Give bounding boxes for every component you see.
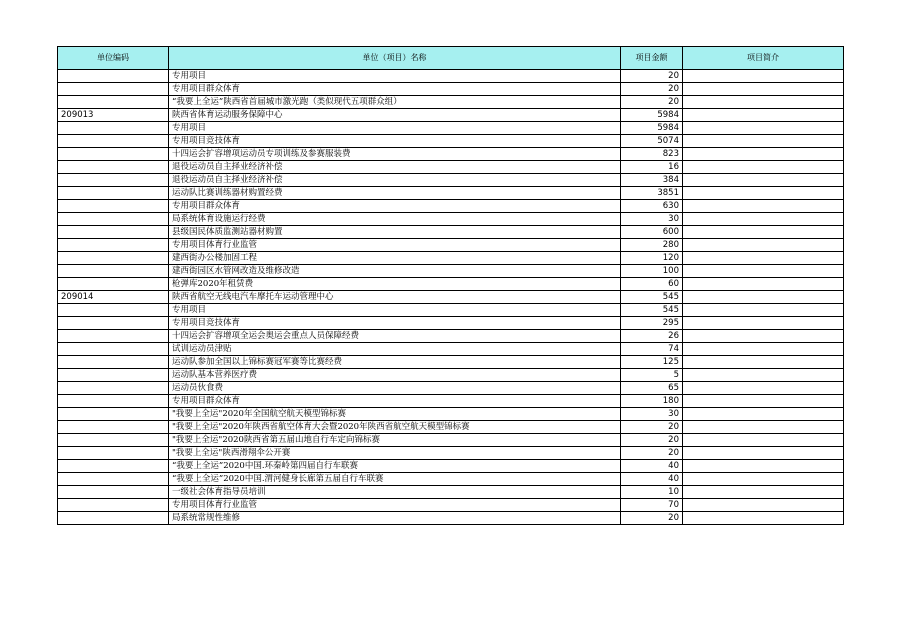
unit-name-cell[interactable]: “我要上全运”2020中国.环秦岭第四届自行车联赛 — [169, 460, 621, 473]
description-cell[interactable] — [683, 174, 844, 187]
description-cell[interactable] — [683, 252, 844, 265]
unit-code-cell[interactable] — [58, 96, 169, 109]
unit-name-cell[interactable]: 专用项目群众体育 — [169, 83, 621, 96]
unit-name-cell[interactable]: “我要上全运”陕西省首届城市激光跑（类似现代五项群众组） — [169, 96, 621, 109]
unit-name-cell[interactable]: 运动员伙食费 — [169, 382, 621, 395]
description-cell[interactable] — [683, 187, 844, 200]
table-row[interactable] — [58, 174, 844, 187]
description-cell[interactable] — [683, 486, 844, 499]
table-row[interactable] — [58, 317, 844, 330]
table-row[interactable] — [58, 265, 844, 278]
amount-cell[interactable]: 40 — [621, 460, 683, 473]
table-row[interactable] — [58, 512, 844, 525]
table-body — [58, 70, 844, 525]
table-row[interactable] — [58, 408, 844, 421]
amount-cell[interactable]: 20 — [621, 421, 683, 434]
header-unit-code: 单位编码 — [58, 47, 169, 70]
unit-name-cell[interactable]: 试训运动员津贴 — [169, 343, 621, 356]
table-row[interactable] — [58, 70, 844, 83]
header-unit-name: 单位（项目）名称 — [169, 47, 621, 70]
unit-code-cell[interactable] — [58, 408, 169, 421]
table-row[interactable] — [58, 447, 844, 460]
description-cell[interactable] — [683, 434, 844, 447]
description-cell[interactable] — [683, 265, 844, 278]
amount-cell[interactable]: 60 — [621, 278, 683, 291]
amount-cell[interactable]: 100 — [621, 265, 683, 278]
unit-code-cell[interactable] — [58, 226, 169, 239]
unit-name-cell[interactable]: 退役运动员自主择业经济补偿 — [169, 174, 621, 187]
amount-cell[interactable]: 16 — [621, 161, 683, 174]
unit-name-cell[interactable]: 运动队比赛训练器材购置经费 — [169, 187, 621, 200]
header-row — [58, 47, 844, 70]
description-cell[interactable] — [683, 460, 844, 473]
description-cell[interactable] — [683, 226, 844, 239]
description-cell[interactable] — [683, 317, 844, 330]
unit-code-cell[interactable] — [58, 382, 169, 395]
unit-code-cell[interactable] — [58, 265, 169, 278]
table-row[interactable] — [58, 395, 844, 408]
table-row[interactable] — [58, 304, 844, 317]
description-cell[interactable] — [683, 213, 844, 226]
unit-name-cell[interactable]: 专用项目体育行业监管 — [169, 499, 621, 512]
table-row[interactable] — [58, 473, 844, 486]
amount-cell[interactable]: 295 — [621, 317, 683, 330]
table-row[interactable] — [58, 486, 844, 499]
amount-cell[interactable]: 125 — [621, 356, 683, 369]
description-cell[interactable] — [683, 512, 844, 525]
unit-code-cell[interactable] — [58, 187, 169, 200]
unit-code-cell[interactable] — [58, 161, 169, 174]
unit-name-cell[interactable]: 十四运会扩容增项运动员专项训练及参赛服装费 — [169, 148, 621, 161]
unit-code-cell[interactable] — [58, 460, 169, 473]
table-row[interactable] — [58, 148, 844, 161]
unit-name-cell[interactable]: 枪弹库2020年租赁费 — [169, 278, 621, 291]
unit-name-cell[interactable]: 陕西省体育运动服务保障中心 — [169, 109, 621, 122]
unit-name-cell[interactable]: "我要上全运"2020陕西省第五届山地自行车定向锦标赛 — [169, 434, 621, 447]
table-row[interactable] — [58, 96, 844, 109]
table-row[interactable] — [58, 382, 844, 395]
amount-cell[interactable]: 3851 — [621, 187, 683, 200]
description-cell[interactable] — [683, 278, 844, 291]
table-row[interactable] — [58, 278, 844, 291]
header-description: 项目简介 — [683, 47, 844, 70]
unit-name-cell[interactable]: 专用项目 — [169, 70, 621, 83]
table-row[interactable] — [58, 369, 844, 382]
description-cell[interactable] — [683, 135, 844, 148]
header-amount: 项目金额 — [621, 47, 683, 70]
unit-code-cell[interactable] — [58, 148, 169, 161]
description-cell[interactable] — [683, 304, 844, 317]
unit-code-cell[interactable] — [58, 499, 169, 512]
description-cell[interactable] — [683, 70, 844, 83]
table-row[interactable] — [58, 343, 844, 356]
unit-name-cell[interactable]: 运动队基本营养医疗费 — [169, 369, 621, 382]
unit-name-cell[interactable]: 局系统体育设施运行经费 — [169, 213, 621, 226]
table-row[interactable] — [58, 356, 844, 369]
unit-name-cell[interactable]: “我要上全运”2020中国.渭河健身长廊第五届自行车联赛 — [169, 473, 621, 486]
unit-code-cell[interactable] — [58, 330, 169, 343]
unit-code-cell[interactable] — [58, 278, 169, 291]
description-cell[interactable] — [683, 382, 844, 395]
unit-name-cell[interactable]: 专用项目竞技体育 — [169, 135, 621, 148]
table-row[interactable] — [58, 135, 844, 148]
unit-code-cell[interactable] — [58, 512, 169, 525]
unit-name-cell[interactable]: 建西街园区水管网改造及维修改造 — [169, 265, 621, 278]
unit-name-cell[interactable]: 运动队参加全国以上锦标赛冠军赛等比赛经费 — [169, 356, 621, 369]
unit-name-cell[interactable]: 建西街办公楼加固工程 — [169, 252, 621, 265]
description-cell[interactable] — [683, 330, 844, 343]
unit-code-cell[interactable] — [58, 434, 169, 447]
amount-cell[interactable]: 5074 — [621, 135, 683, 148]
table-row[interactable] — [58, 499, 844, 512]
amount-cell[interactable]: 5984 — [621, 109, 683, 122]
unit-code-cell[interactable] — [58, 174, 169, 187]
table-row[interactable] — [58, 226, 844, 239]
unit-name-cell[interactable]: 专用项目群众体育 — [169, 395, 621, 408]
unit-name-cell[interactable]: 专用项目 — [169, 122, 621, 135]
unit-code-cell[interactable] — [58, 369, 169, 382]
table-row[interactable] — [58, 187, 844, 200]
description-cell[interactable] — [683, 200, 844, 213]
unit-code-cell[interactable] — [58, 395, 169, 408]
table-row[interactable] — [58, 434, 844, 447]
amount-cell[interactable]: 40 — [621, 473, 683, 486]
table-row[interactable] — [58, 460, 844, 473]
unit-code-cell[interactable] — [58, 200, 169, 213]
table-row[interactable] — [58, 421, 844, 434]
unit-name-cell[interactable]: 专用项目 — [169, 304, 621, 317]
table-row[interactable] — [58, 109, 844, 122]
unit-name-cell[interactable]: 十四运会扩容增项全运会奥运会重点人员保障经费 — [169, 330, 621, 343]
table-row[interactable] — [58, 83, 844, 96]
description-cell[interactable] — [683, 122, 844, 135]
amount-cell[interactable]: 630 — [621, 200, 683, 213]
amount-cell[interactable]: 20 — [621, 512, 683, 525]
unit-code-cell[interactable] — [58, 70, 169, 83]
description-cell[interactable] — [683, 499, 844, 512]
unit-name-cell[interactable]: 专用项目群众体育 — [169, 200, 621, 213]
amount-cell[interactable]: 20 — [621, 447, 683, 460]
table-row[interactable] — [58, 161, 844, 174]
table-row[interactable] — [58, 239, 844, 252]
description-cell[interactable] — [683, 395, 844, 408]
unit-name-cell[interactable]: 退役运动员自主择业经济补偿 — [169, 161, 621, 174]
description-cell[interactable] — [683, 473, 844, 486]
amount-cell[interactable]: 20 — [621, 83, 683, 96]
unit-name-cell[interactable]: 县级国民体质监测站器材购置 — [169, 226, 621, 239]
amount-cell[interactable]: 30 — [621, 408, 683, 421]
unit-code-cell[interactable] — [58, 83, 169, 96]
unit-name-cell[interactable]: "我要上全运"2020年全国航空航天模型锦标赛 — [169, 408, 621, 421]
description-cell[interactable] — [683, 356, 844, 369]
table-row[interactable] — [58, 330, 844, 343]
unit-code-cell[interactable] — [58, 486, 169, 499]
amount-cell[interactable]: 600 — [621, 226, 683, 239]
amount-cell[interactable]: 20 — [621, 96, 683, 109]
amount-cell[interactable]: 70 — [621, 499, 683, 512]
unit-code-cell[interactable] — [58, 213, 169, 226]
description-cell[interactable] — [683, 161, 844, 174]
unit-code-cell[interactable] — [58, 317, 169, 330]
amount-cell[interactable]: 30 — [621, 213, 683, 226]
description-cell[interactable] — [683, 109, 844, 122]
description-cell[interactable] — [683, 369, 844, 382]
amount-cell[interactable]: 20 — [621, 434, 683, 447]
unit-code-cell[interactable] — [58, 421, 169, 434]
unit-code-cell[interactable] — [58, 135, 169, 148]
unit-code-cell[interactable]: 209013 — [58, 109, 169, 122]
unit-code-cell[interactable] — [58, 122, 169, 135]
unit-code-cell[interactable] — [58, 239, 169, 252]
unit-code-cell[interactable]: 209014 — [58, 291, 169, 304]
unit-name-cell[interactable]: 一级社会体育指导员培训 — [169, 486, 621, 499]
unit-name-cell[interactable]: 局系统常规性维修 — [169, 512, 621, 525]
amount-cell[interactable]: 545 — [621, 304, 683, 317]
unit-code-cell[interactable] — [58, 343, 169, 356]
amount-cell[interactable]: 5 — [621, 369, 683, 382]
description-cell[interactable] — [683, 291, 844, 304]
description-cell[interactable] — [683, 148, 844, 161]
amount-cell[interactable]: 5984 — [621, 122, 683, 135]
table-row[interactable] — [58, 252, 844, 265]
amount-cell[interactable]: 180 — [621, 395, 683, 408]
description-cell[interactable] — [683, 343, 844, 356]
unit-name-cell[interactable]: "我要上全运"陕西滑翔伞公开赛 — [169, 447, 621, 460]
description-cell[interactable] — [683, 83, 844, 96]
unit-code-cell[interactable] — [58, 356, 169, 369]
amount-cell[interactable]: 26 — [621, 330, 683, 343]
table-row[interactable] — [58, 291, 844, 304]
table-row[interactable] — [58, 122, 844, 135]
amount-cell[interactable]: 20 — [621, 70, 683, 83]
description-cell[interactable] — [683, 239, 844, 252]
unit-name-cell[interactable]: 专用项目竞技体育 — [169, 317, 621, 330]
table-row[interactable] — [58, 213, 844, 226]
amount-cell[interactable]: 10 — [621, 486, 683, 499]
amount-cell[interactable]: 74 — [621, 343, 683, 356]
budget-table — [57, 46, 844, 525]
unit-code-cell[interactable] — [58, 304, 169, 317]
unit-code-cell[interactable] — [58, 447, 169, 460]
table-row[interactable] — [58, 200, 844, 213]
amount-cell[interactable]: 384 — [621, 174, 683, 187]
description-cell[interactable] — [683, 408, 844, 421]
amount-cell[interactable]: 280 — [621, 239, 683, 252]
amount-cell[interactable]: 120 — [621, 252, 683, 265]
unit-name-cell[interactable]: "我要上全运"2020年陕西省航空体育大会暨2020年陕西省航空航天模型锦标赛 — [169, 421, 621, 434]
unit-code-cell[interactable] — [58, 252, 169, 265]
amount-cell[interactable]: 823 — [621, 148, 683, 161]
description-cell[interactable] — [683, 447, 844, 460]
amount-cell[interactable]: 545 — [621, 291, 683, 304]
description-cell[interactable] — [683, 421, 844, 434]
unit-code-cell[interactable] — [58, 473, 169, 486]
description-cell[interactable] — [683, 96, 844, 109]
unit-name-cell[interactable]: 陕西省航空无线电汽车摩托车运动管理中心 — [169, 291, 621, 304]
unit-name-cell[interactable]: 专用项目体育行业监管 — [169, 239, 621, 252]
amount-cell[interactable]: 65 — [621, 382, 683, 395]
